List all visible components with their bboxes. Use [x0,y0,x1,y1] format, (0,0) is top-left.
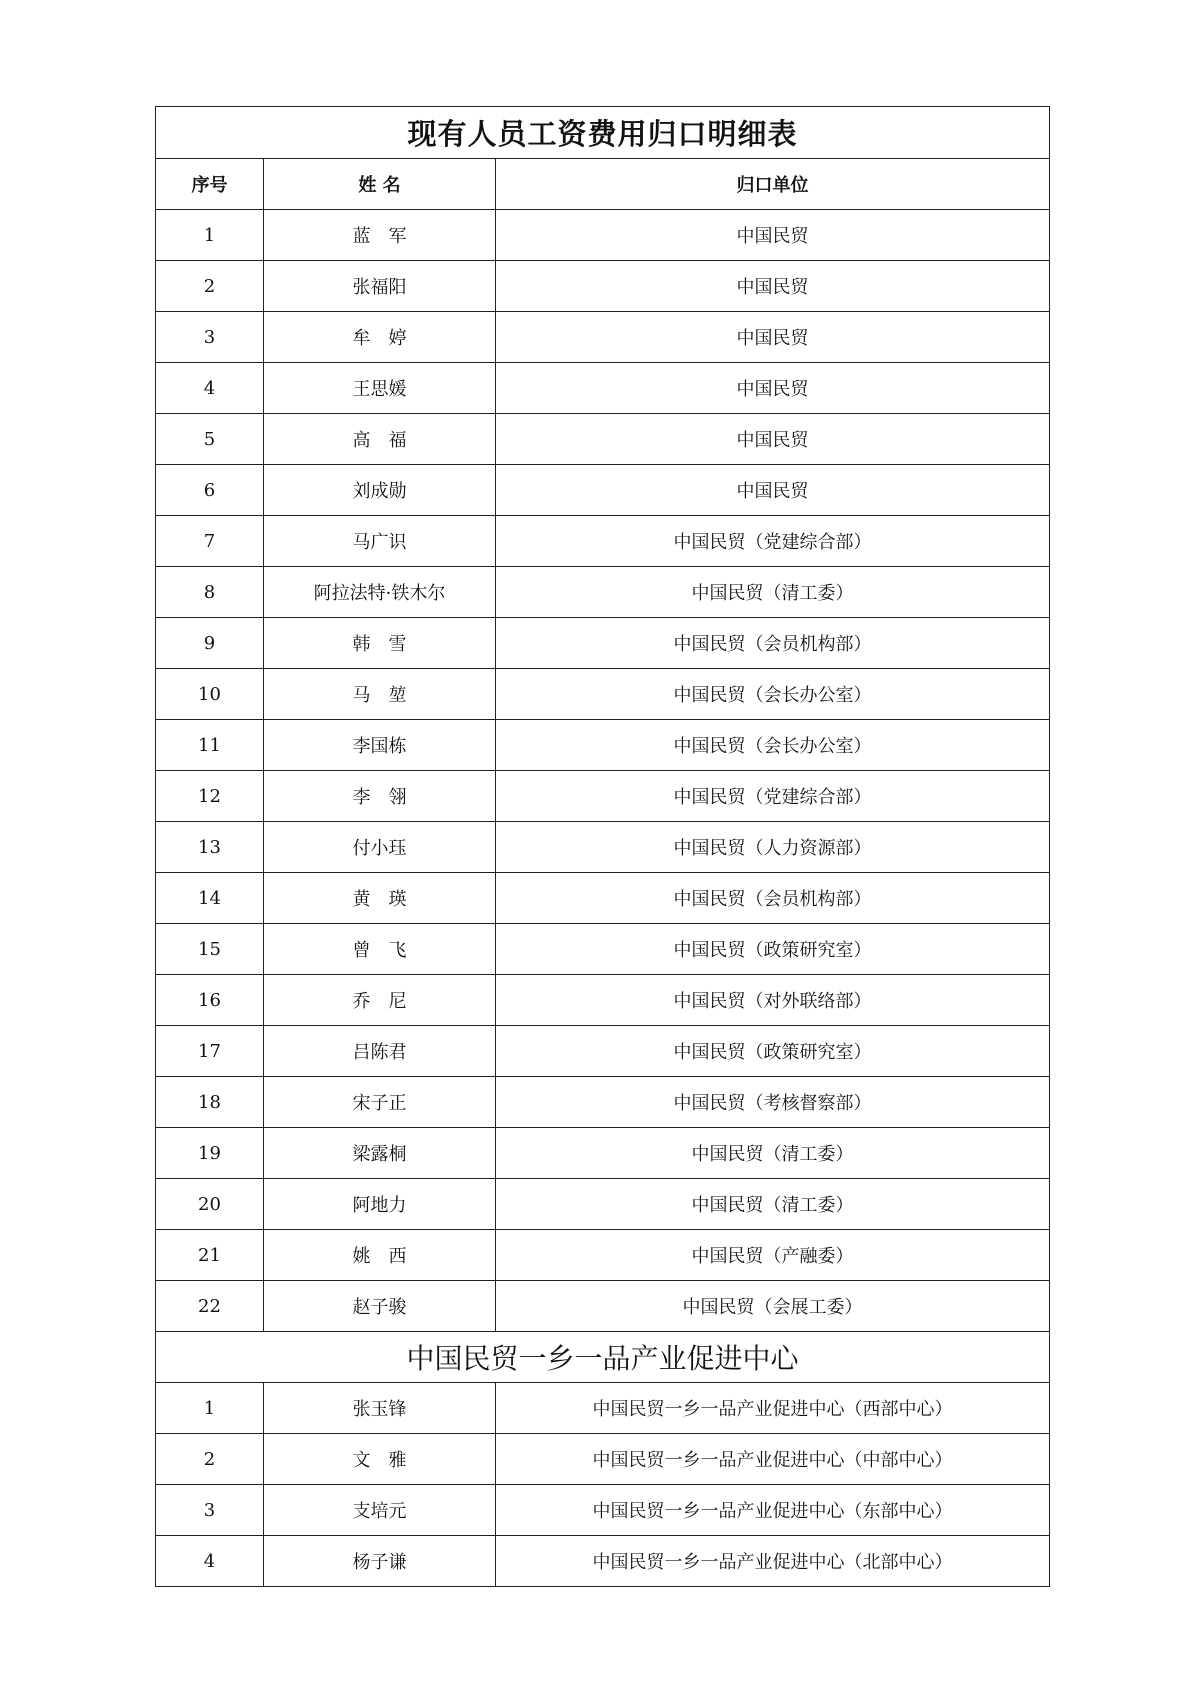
cell-no: 4 [156,363,264,414]
cell-no: 2 [156,261,264,312]
cell-name: 张福阳 [264,261,496,312]
cell-no: 6 [156,465,264,516]
table-row [156,618,1050,669]
cell-name: 文 雅 [264,1434,496,1485]
salary-attribution-table [155,106,1050,1587]
cell-no: 10 [156,669,264,720]
cell-unit: 中国民贸 [496,414,1050,465]
cell-name: 王思媛 [264,363,496,414]
table-row [156,1077,1050,1128]
cell-name: 杨子谦 [264,1536,496,1587]
header-unit: 归口单位 [496,159,1050,210]
cell-unit: 中国民贸一乡一品产业促进中心（西部中心） [496,1383,1050,1434]
table-row [156,1383,1050,1434]
cell-no: 22 [156,1281,264,1332]
cell-name: 梁露桐 [264,1128,496,1179]
cell-name: 乔 尼 [264,975,496,1026]
table-row [156,210,1050,261]
cell-no: 1 [156,1383,264,1434]
cell-name: 蓝 军 [264,210,496,261]
cell-unit: 中国民贸 [496,261,1050,312]
cell-unit: 中国民贸（会长办公室） [496,720,1050,771]
cell-no: 18 [156,1077,264,1128]
cell-no: 1 [156,210,264,261]
cell-unit: 中国民贸（产融委） [496,1230,1050,1281]
section-row [156,1332,1050,1383]
cell-no: 14 [156,873,264,924]
cell-name: 付小珏 [264,822,496,873]
cell-unit: 中国民贸一乡一品产业促进中心（北部中心） [496,1536,1050,1587]
cell-name: 马 堃 [264,669,496,720]
table-row [156,312,1050,363]
cell-name: 赵子骏 [264,1281,496,1332]
cell-unit: 中国民贸（政策研究室） [496,924,1050,975]
cell-name: 阿地力 [264,1179,496,1230]
cell-no: 9 [156,618,264,669]
cell-name: 马广识 [264,516,496,567]
table-title: 现有人员工资费用归口明细表 [156,107,1050,159]
cell-no: 19 [156,1128,264,1179]
section-title: 中国民贸一乡一品产业促进中心 [156,1332,1050,1383]
cell-name: 宋子正 [264,1077,496,1128]
table-row [156,1536,1050,1587]
cell-unit: 中国民贸 [496,312,1050,363]
table-row [156,261,1050,312]
cell-no: 17 [156,1026,264,1077]
cell-unit: 中国民贸（政策研究室） [496,1026,1050,1077]
table-row [156,1485,1050,1536]
cell-no: 21 [156,1230,264,1281]
table-row [156,1281,1050,1332]
header-row [156,159,1050,210]
table-row [156,1434,1050,1485]
cell-no: 8 [156,567,264,618]
table-row [156,1230,1050,1281]
cell-name: 牟 婷 [264,312,496,363]
cell-name: 李国栋 [264,720,496,771]
cell-no: 20 [156,1179,264,1230]
cell-no: 16 [156,975,264,1026]
cell-name: 支培元 [264,1485,496,1536]
cell-unit: 中国民贸（党建综合部） [496,771,1050,822]
table-row [156,567,1050,618]
cell-unit: 中国民贸（会员机构部） [496,618,1050,669]
cell-no: 3 [156,1485,264,1536]
table-row [156,465,1050,516]
header-no: 序号 [156,159,264,210]
cell-unit: 中国民贸（会展工委） [496,1281,1050,1332]
cell-name: 韩 雪 [264,618,496,669]
table-row [156,720,1050,771]
table-row [156,1128,1050,1179]
cell-no: 5 [156,414,264,465]
salary-table-sheet [155,106,1049,1587]
title-row [156,107,1050,159]
table-row [156,924,1050,975]
cell-name: 李 翎 [264,771,496,822]
cell-name: 姚 西 [264,1230,496,1281]
table-row [156,1026,1050,1077]
cell-no: 11 [156,720,264,771]
cell-unit: 中国民贸一乡一品产业促进中心（中部中心） [496,1434,1050,1485]
table-row [156,363,1050,414]
cell-name: 高 福 [264,414,496,465]
cell-unit: 中国民贸（清工委） [496,1128,1050,1179]
cell-no: 4 [156,1536,264,1587]
table-row [156,771,1050,822]
cell-name: 黄 瑛 [264,873,496,924]
cell-unit: 中国民贸（会员机构部） [496,873,1050,924]
cell-no: 3 [156,312,264,363]
table-row [156,873,1050,924]
table-row [156,1179,1050,1230]
cell-unit: 中国民贸（清工委） [496,1179,1050,1230]
table-row [156,669,1050,720]
cell-no: 7 [156,516,264,567]
table-row [156,822,1050,873]
cell-unit: 中国民贸（对外联络部） [496,975,1050,1026]
cell-no: 15 [156,924,264,975]
cell-unit: 中国民贸 [496,210,1050,261]
cell-unit: 中国民贸（清工委） [496,567,1050,618]
cell-unit: 中国民贸（考核督察部） [496,1077,1050,1128]
table-row [156,516,1050,567]
cell-name: 张玉锋 [264,1383,496,1434]
table-row [156,975,1050,1026]
cell-no: 12 [156,771,264,822]
cell-unit: 中国民贸（党建综合部） [496,516,1050,567]
cell-name: 曾 飞 [264,924,496,975]
cell-unit: 中国民贸（人力资源部） [496,822,1050,873]
header-name: 姓 名 [264,159,496,210]
cell-name: 刘成勋 [264,465,496,516]
table-row [156,414,1050,465]
cell-no: 2 [156,1434,264,1485]
cell-no: 13 [156,822,264,873]
cell-unit: 中国民贸（会长办公室） [496,669,1050,720]
cell-name: 阿拉法特·铁木尔 [264,567,496,618]
cell-unit: 中国民贸 [496,465,1050,516]
cell-unit: 中国民贸 [496,363,1050,414]
cell-name: 吕陈君 [264,1026,496,1077]
cell-unit: 中国民贸一乡一品产业促进中心（东部中心） [496,1485,1050,1536]
